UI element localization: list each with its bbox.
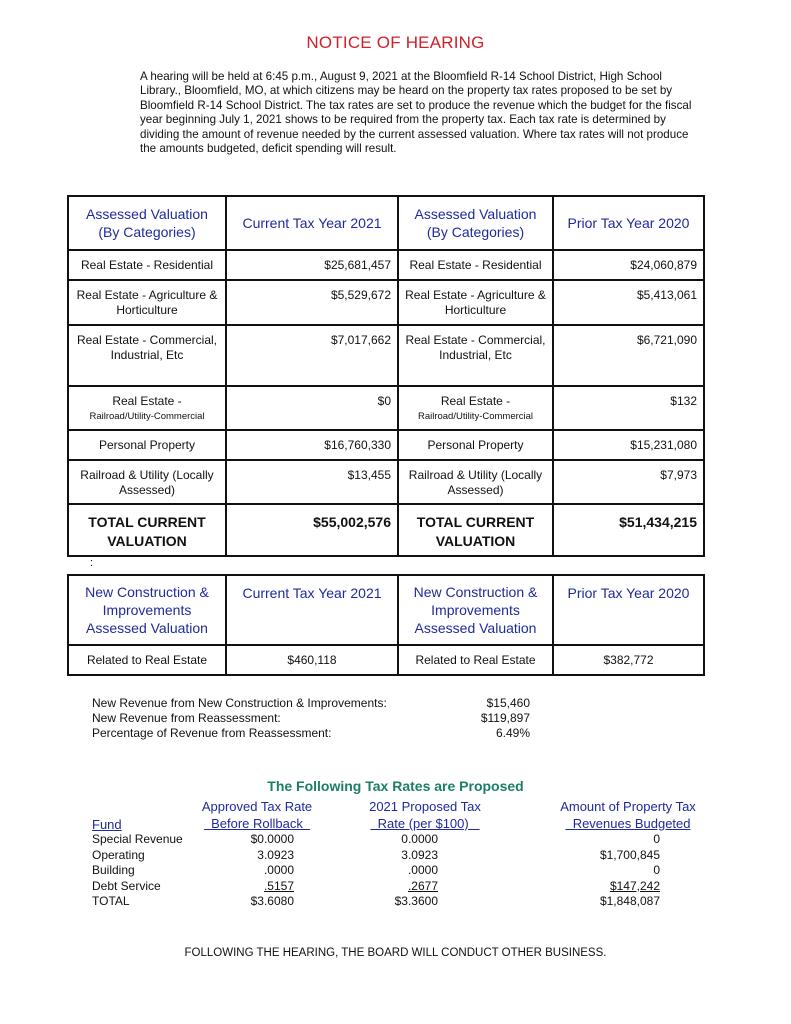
revenues-budgeted-value: $1,700,845 bbox=[599, 847, 660, 862]
hearing-notice-paragraph: A hearing will be held at 6:45 p.m., August 9, 2021 at the Bloomfield R-14 School District, High School Library., Bloomfield, MO, at which citizens may be heard on the property tax rates proposed to be set by Bloomfield R-14 School District. The tax rates are set to produce the revenue which the budget for the fiscal year beginning July 1, 2021 shows to be required from the property tax. Each tax rate is determined by dividing the amount of revenue needed by the current assessed valuation. Where tax rates will not produce the amounts budgeted, deficit spending will result. bbox=[140, 70, 692, 156]
revenues-budgeted-debt-service: $147,242 bbox=[609, 878, 660, 893]
approved-rate-value: $0.0000 bbox=[250, 832, 294, 846]
revenues-budgeted-header-line1: Amount of Property Tax bbox=[560, 799, 696, 814]
valuation-header-prior: Prior Tax Year 2020 bbox=[553, 196, 704, 250]
category-cell: Related to Real Estate bbox=[68, 645, 226, 675]
assessed-valuation-table bbox=[67, 195, 705, 557]
revenue-label: New Revenue from New Construction & Improvements: bbox=[92, 696, 387, 710]
proposed-rate-value: 3.0923 bbox=[401, 847, 438, 862]
approved-rate-value: $3.6080 bbox=[250, 894, 294, 909]
proposed-rate-value bbox=[365, 879, 438, 895]
total-row bbox=[68, 504, 704, 556]
construction-header-current: Current Tax Year 2021 bbox=[226, 575, 398, 645]
valuation-header-current: Current Tax Year 2021 bbox=[226, 196, 398, 250]
prior-value-cell: $132 bbox=[553, 386, 704, 430]
revenue-line bbox=[92, 696, 530, 710]
category-cell: Real Estate - Agriculture & Horticulture bbox=[398, 280, 553, 325]
table-row bbox=[68, 386, 704, 430]
prior-value-cell: $7,973 bbox=[553, 460, 704, 504]
approved-rate-column bbox=[220, 832, 294, 910]
revenue-value: $119,897 bbox=[480, 711, 530, 725]
revenues-budgeted-value bbox=[560, 879, 660, 895]
proposed-rate-column bbox=[365, 832, 438, 910]
revenue-value: 6.49% bbox=[495, 726, 530, 740]
prior-value-cell: $5,413,061 bbox=[553, 280, 704, 325]
notice-title: NOTICE OF HEARING bbox=[306, 33, 485, 52]
table-row bbox=[68, 250, 704, 280]
table-row bbox=[68, 460, 704, 504]
fund-name: TOTAL bbox=[92, 894, 130, 909]
revenue-line bbox=[92, 726, 530, 740]
current-value-cell: $5,529,672 bbox=[226, 280, 398, 325]
current-value-cell: $13,455 bbox=[226, 460, 398, 504]
category-cell: Personal Property bbox=[398, 430, 553, 460]
approved-rate-debt-service: .5157 bbox=[263, 878, 294, 893]
prior-value-cell: $24,060,879 bbox=[553, 250, 704, 280]
approved-rate-header-line2: Before Rollback bbox=[203, 816, 311, 831]
category-cell: Real Estate - Agriculture & Horticulture bbox=[68, 280, 226, 325]
new-construction-table bbox=[67, 574, 705, 676]
approved-rate-value: .0000 bbox=[263, 863, 294, 878]
category-cell bbox=[398, 386, 553, 430]
separator-mark: : bbox=[90, 557, 94, 569]
category-cell: Real Estate - Commercial, Industrial, Etc bbox=[68, 325, 226, 386]
valuation-header-category-prior: Assessed Valuation (By Categories) bbox=[398, 196, 553, 250]
table-row bbox=[68, 645, 704, 675]
current-value-cell: $7,017,662 bbox=[226, 325, 398, 386]
revenue-line bbox=[92, 711, 530, 725]
fund-name: Debt Service bbox=[92, 878, 161, 893]
approved-rate-value: 3.0923 bbox=[257, 847, 294, 862]
current-value-cell: $460,118 bbox=[226, 645, 398, 675]
revenues-budgeted-header bbox=[545, 798, 711, 832]
category-cell: Related to Real Estate bbox=[398, 645, 553, 675]
table-row bbox=[68, 325, 704, 386]
construction-header-row bbox=[68, 575, 704, 645]
valuation-header-category: Assessed Valuation (By Categories) bbox=[68, 196, 226, 250]
revenues-budgeted-column bbox=[560, 832, 660, 910]
total-prior-value: $51,434,215 bbox=[553, 504, 704, 556]
fund-header-label: Fund bbox=[92, 817, 122, 832]
table-row bbox=[68, 280, 704, 325]
category-cell: Real Estate - Commercial, Industrial, Etc bbox=[398, 325, 553, 386]
approved-rate-header bbox=[197, 798, 317, 832]
approved-rate-value bbox=[220, 879, 294, 895]
category-cell: Personal Property bbox=[68, 430, 226, 460]
category-line: Real Estate - bbox=[112, 394, 182, 408]
fund-name: Special Revenue bbox=[92, 832, 183, 846]
proposed-rate-header-line1: 2021 Proposed Tax bbox=[369, 799, 481, 814]
prior-value-cell: $15,231,080 bbox=[553, 430, 704, 460]
footer-note: FOLLOWING THE HEARING, THE BOARD WILL CONDUCT OTHER BUSINESS. bbox=[184, 947, 607, 959]
total-current-value: $55,002,576 bbox=[226, 504, 398, 556]
revenues-budgeted-header-line2: Revenues Budgeted bbox=[565, 816, 691, 831]
category-cell: Railroad & Utility (Locally Assessed) bbox=[398, 460, 553, 504]
category-subline: Railroad/Utility-Commercial bbox=[417, 411, 534, 422]
fund-column bbox=[92, 832, 183, 910]
revenue-label: Percentage of Revenue from Reassessment: bbox=[92, 726, 332, 740]
current-value-cell: $0 bbox=[226, 386, 398, 430]
proposed-rates-title: The Following Tax Rates are Proposed bbox=[267, 778, 524, 794]
fund-header bbox=[92, 816, 122, 833]
proposed-rate-value: $3.3600 bbox=[394, 894, 438, 909]
total-label-prior: TOTAL CURRENT VALUATION bbox=[398, 504, 553, 556]
category-cell: Railroad & Utility (Locally Assessed) bbox=[68, 460, 226, 504]
proposed-rate-header-line2: Rate (per $100) bbox=[370, 816, 480, 831]
construction-header-prior: Prior Tax Year 2020 bbox=[553, 575, 704, 645]
proposed-rate-value: 0.0000 bbox=[401, 832, 438, 846]
table-row bbox=[68, 430, 704, 460]
current-value-cell: $16,760,330 bbox=[226, 430, 398, 460]
category-cell: Real Estate - Residential bbox=[398, 250, 553, 280]
prior-value-cell: $382,772 bbox=[553, 645, 704, 675]
category-cell: Real Estate - Residential bbox=[68, 250, 226, 280]
revenues-budgeted-value: 0 bbox=[653, 832, 660, 846]
category-subline: Railroad/Utility-Commercial bbox=[89, 411, 205, 422]
revenues-budgeted-value: $1,848,087 bbox=[599, 894, 660, 909]
category-line: Real Estate - bbox=[440, 394, 511, 408]
category-cell bbox=[68, 386, 226, 430]
fund-name: Building bbox=[92, 863, 135, 878]
approved-rate-header-line1: Approved Tax Rate bbox=[201, 799, 313, 814]
prior-value-cell: $6,721,090 bbox=[553, 325, 704, 386]
construction-header-category: New Construction & Improvements Assessed Valuation bbox=[68, 575, 226, 645]
valuation-header-row bbox=[68, 196, 704, 250]
current-value-cell: $25,681,457 bbox=[226, 250, 398, 280]
construction-header-category-prior: New Construction & Improvements Assessed Valuation bbox=[398, 575, 553, 645]
proposed-rate-value: .0000 bbox=[407, 863, 438, 878]
proposed-rate-header bbox=[355, 798, 495, 832]
fund-name: Operating bbox=[92, 847, 145, 862]
total-label: TOTAL CURRENT VALUATION bbox=[68, 504, 226, 556]
proposed-rate-debt-service: .2677 bbox=[407, 878, 438, 893]
revenue-value: $15,460 bbox=[486, 696, 530, 710]
revenue-label: New Revenue from Reassessment: bbox=[92, 711, 281, 725]
revenues-budgeted-value: 0 bbox=[653, 863, 660, 878]
